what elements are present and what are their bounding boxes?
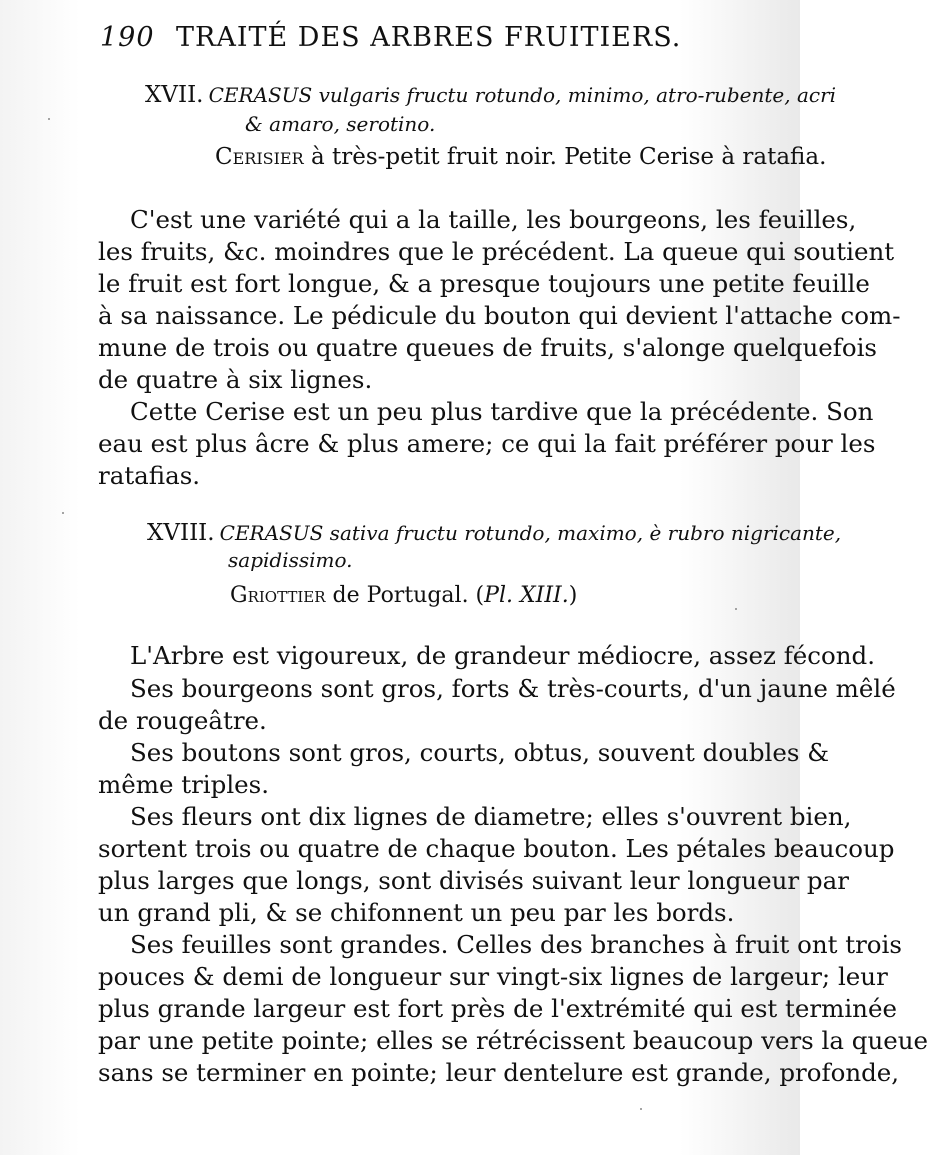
para1-line: le fruit est fort longue, & a presque toujours une petite feuille xyxy=(98,269,870,298)
para1-line: les fruits, &c. moindres que le précédent. La queue qui soutient xyxy=(98,237,895,266)
entry-18-numeral: XVIII. xyxy=(147,520,215,546)
plate-reference: Pl. XIII. xyxy=(484,583,569,608)
entry-17-latin-cont xyxy=(245,112,435,136)
para1-line: à sa naissance. Le pédicule du bouton qui devient l'attache com- xyxy=(98,301,901,330)
entry-18-common-name-close: ) xyxy=(568,583,578,608)
para2-line: ratafias. xyxy=(98,461,201,490)
para2-line: eau est plus âcre & plus amere; ce qui la fait préférer pour les xyxy=(98,429,876,458)
para1-line: mune de trois ou quatre queues de fruits, s'alonge quelquefois xyxy=(98,333,877,362)
scan-speck xyxy=(48,118,50,120)
para1-line: C'est une variété qui a la taille, les bourgeons, les feuilles, xyxy=(130,205,857,234)
para3-line: par une petite pointe; elles se rétrécissent beaucoup vers la queue xyxy=(98,1026,928,1055)
para3-line: plus grande largeur est fort près de l'extrémité qui est terminée xyxy=(98,994,897,1023)
para3-line: sans se terminer en pointe; leur dentelure est grande, profonde, xyxy=(98,1058,900,1087)
entry-17-latin-line2: & amaro, serotino. xyxy=(245,112,436,136)
para3-line: Ses feuilles sont grandes. Celles des branches à fruit ont trois xyxy=(130,930,902,959)
para3-line: un grand pli, & se chifonnent un peu par les bords. xyxy=(98,898,735,927)
entry-18-common-name xyxy=(230,583,577,608)
entry-17-numeral: XVII. xyxy=(145,82,204,108)
page-header xyxy=(100,18,780,58)
para3-line: même triples. xyxy=(98,770,270,799)
entry-18-latin-line2: sapidissimo. xyxy=(228,548,353,572)
scan-speck xyxy=(735,608,737,610)
entry-17-common-name xyxy=(215,144,826,170)
para3-line: plus larges que longs, sont divisés suivant leur longueur par xyxy=(98,866,849,895)
para1-line: de quatre à six lignes. xyxy=(98,365,373,394)
entry-18-latin-line1: CERASUS sativa fructu rotundo, maximo, è rubro nigricante, xyxy=(219,521,842,545)
entry-18-heading xyxy=(147,520,841,546)
entry-17-heading xyxy=(145,82,836,108)
running-title: TRAITÉ DES ARBRES FRUITIERS. xyxy=(176,22,682,53)
para3-line: Ses fleurs ont dix lignes de diametre; elles s'ouvrent bien, xyxy=(130,802,852,831)
entry-18-common-name-rest: de Portugal. ( xyxy=(325,583,485,608)
entry-17-common-name-rest: à très-petit fruit noir. Petite Cerise à ratafia. xyxy=(303,144,827,170)
para3-line: pouces & demi de longueur sur vingt-six lignes de largeur; leur xyxy=(98,962,888,991)
entry-18-latin-cont xyxy=(228,548,353,572)
scan-speck xyxy=(640,1108,642,1110)
entry-17-latin-line1: CERASUS vulgaris fructu rotundo, minimo, atro-rubente, acri xyxy=(208,83,837,107)
para3-line: de rougeâtre. xyxy=(98,706,267,735)
scan-speck xyxy=(62,512,64,514)
para3-line: Ses boutons sont gros, courts, obtus, souvent doubles & xyxy=(130,738,830,767)
para2-line: Cette Cerise est un peu plus tardive que la précédente. Son xyxy=(130,397,874,426)
para3-line: sortent trois ou quatre de chaque bouton. Les pétales beaucoup xyxy=(98,834,895,863)
entry-18-common-name-sc: Griottier xyxy=(230,583,326,608)
page-number: 190 xyxy=(100,22,155,53)
para3-line: L'Arbre est vigoureux, de grandeur médiocre, assez fécond. xyxy=(130,641,876,670)
entry-17-common-name-sc: Cerisier xyxy=(215,144,304,170)
para3-line: Ses bourgeons sont gros, forts & très-courts, d'un jaune mêlé xyxy=(130,674,896,703)
